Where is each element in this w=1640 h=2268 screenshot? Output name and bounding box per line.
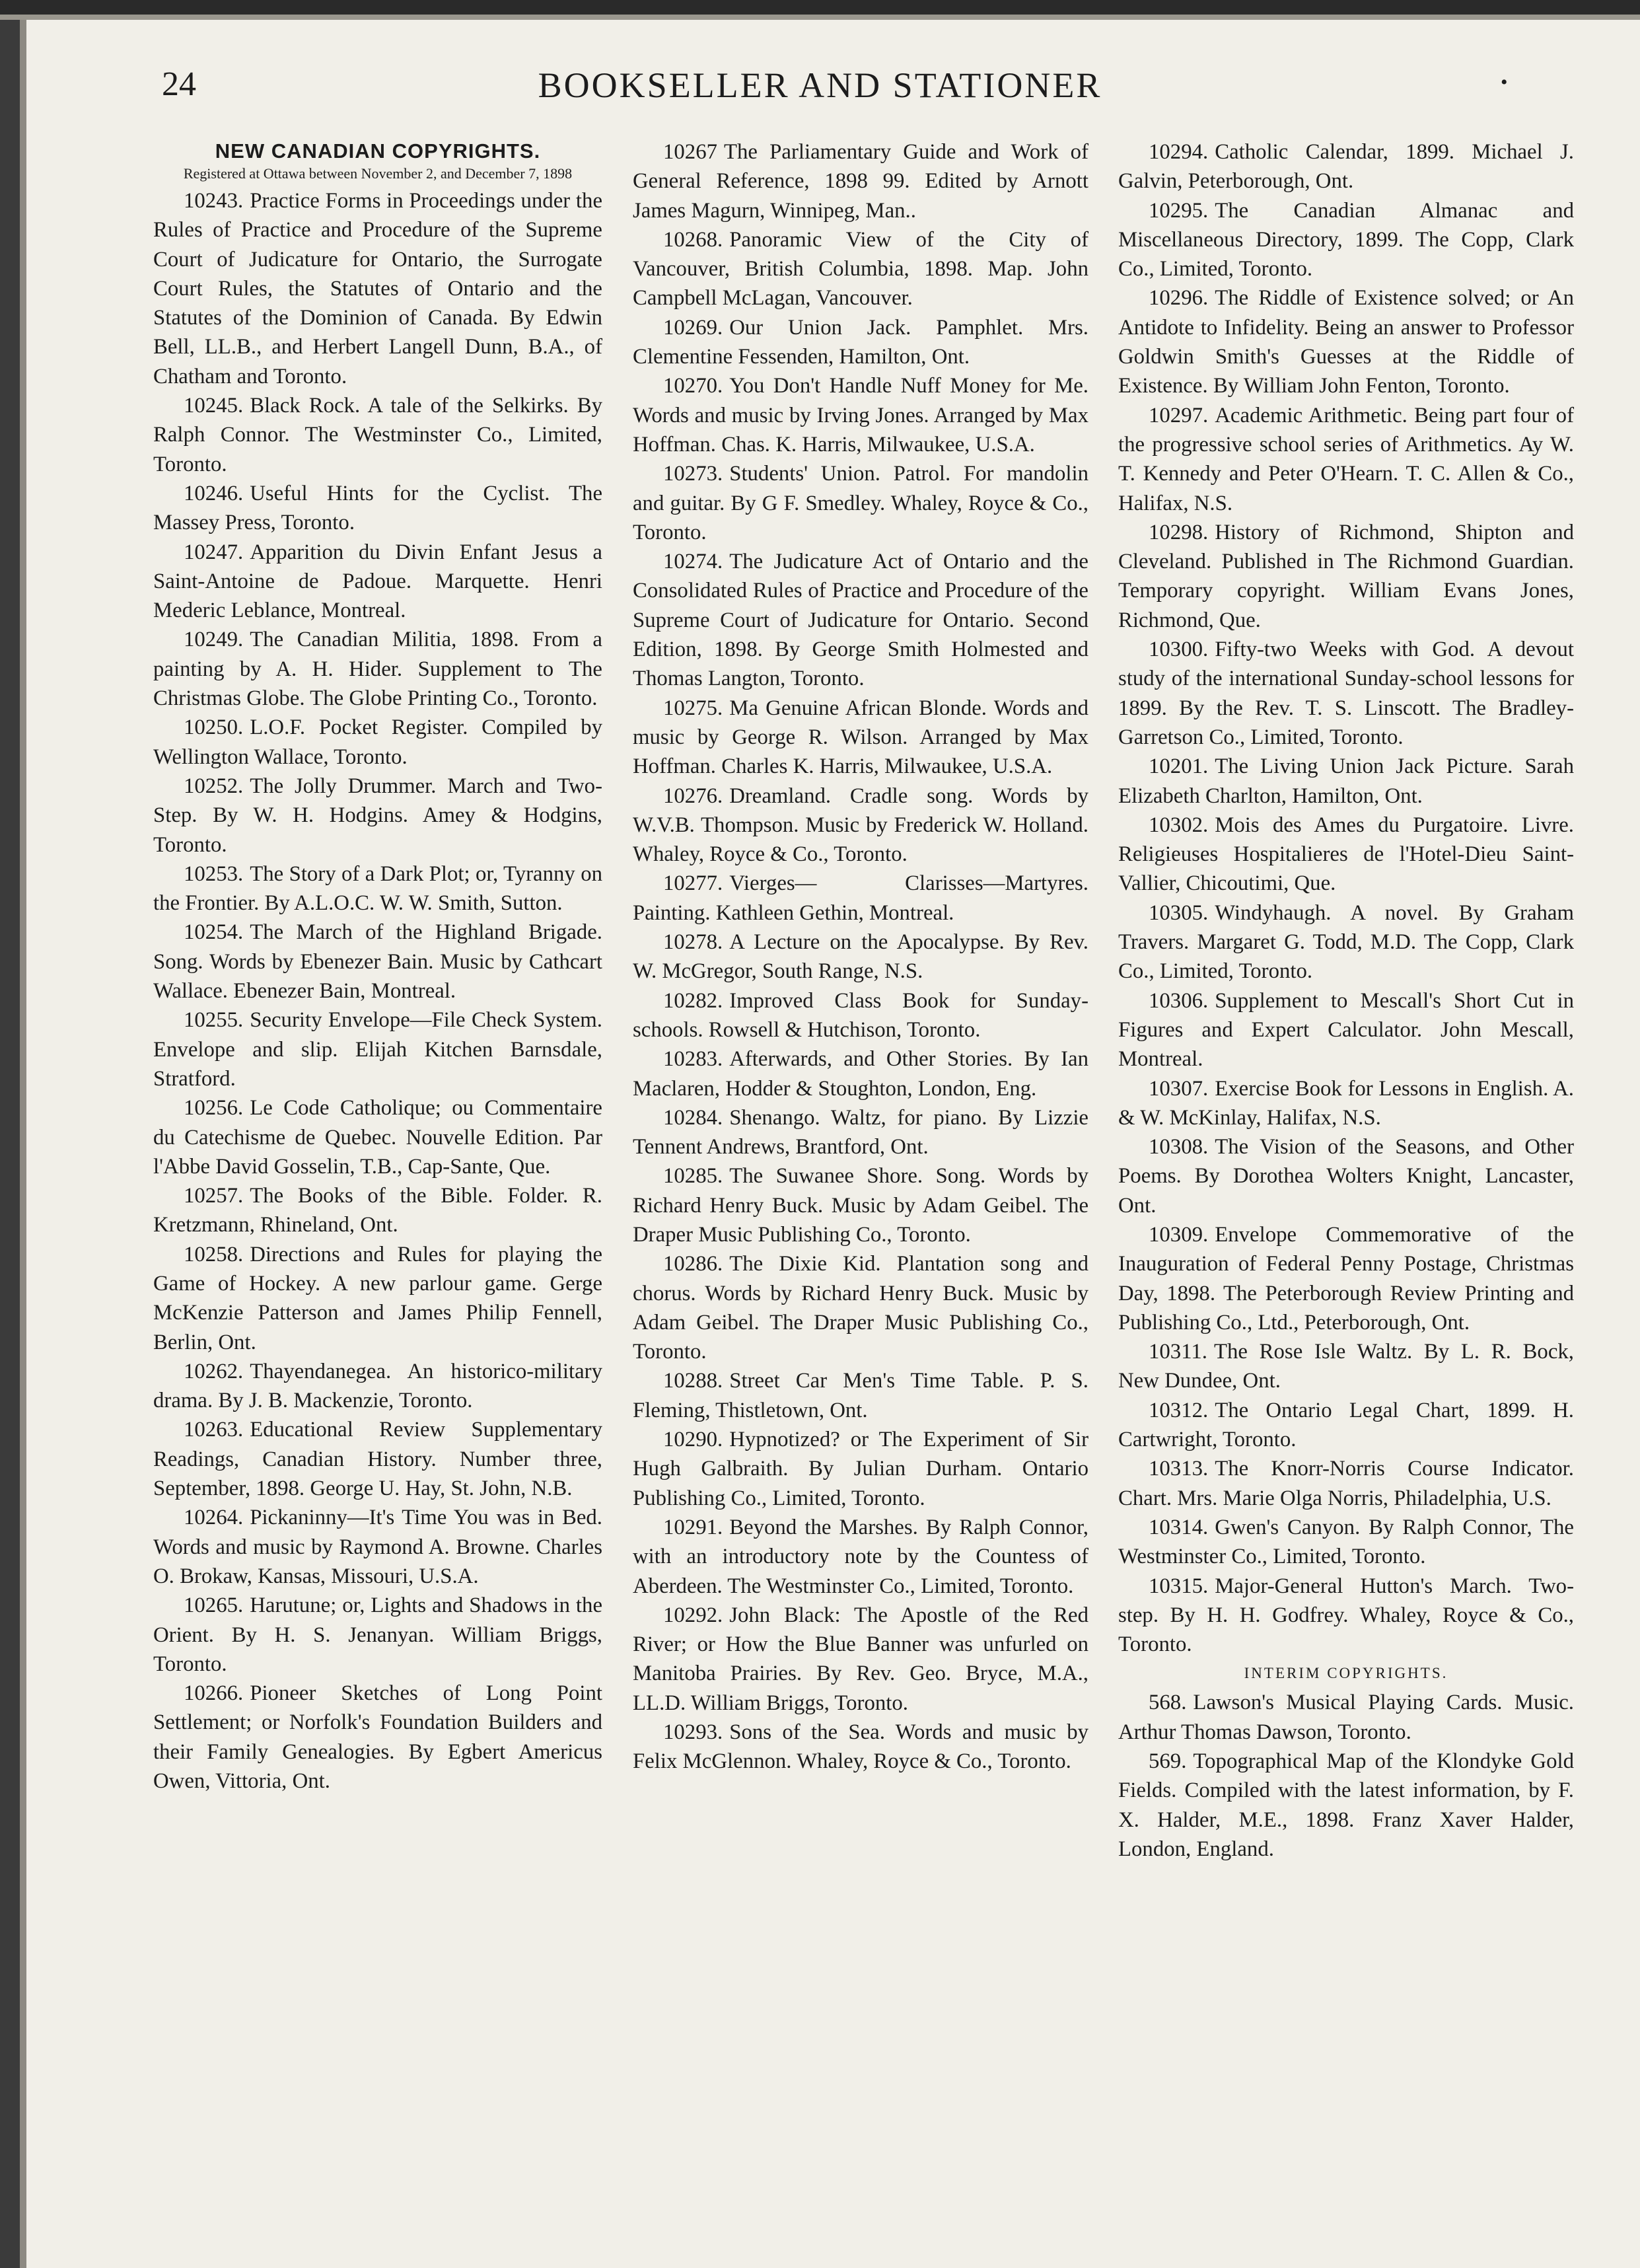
copyright-entry bbox=[1118, 811, 1574, 898]
entry-text: Educational Review Supplementary Readings, Canadian History. Number three, September, 1898. George U. Hay, St. John, N.B. bbox=[153, 1418, 602, 1501]
copyright-entry bbox=[1118, 137, 1574, 196]
entry-number: 10313. bbox=[1149, 1457, 1209, 1481]
entry-number: 10295. bbox=[1149, 198, 1209, 223]
entry-text: You Don't Handle Nuff Money for Me. Words and music by Irving Jones. Arranged by Max Hoffman. Chas. K. Harris, Milwaukee, U.S.A. bbox=[633, 374, 1088, 457]
entry-number: 10290. bbox=[663, 1428, 723, 1452]
entry-text: The Dixie Kid. Plantation song and chorus. Words by Richard Henry Buck. Music by Adam Geibel. The Draper Music Publishing Co., Toronto. bbox=[633, 1252, 1088, 1364]
entry-text: Topographical Map of the Klondyke Gold Fields. Compiled with the latest information, by F. X. Halder, M.E., 1898. Franz Xaver Halder, London, England. bbox=[1118, 1749, 1574, 1861]
copyright-entry bbox=[153, 1240, 602, 1357]
entry-number: 10277. bbox=[663, 871, 723, 896]
entry-number: 569. bbox=[1149, 1749, 1187, 1774]
entry-text: The Jolly Drummer. March and Two-Step. By W. H. Hodgins. Amey & Hodgins, Toronto. bbox=[153, 774, 602, 857]
entry-number: 10296. bbox=[1149, 286, 1209, 311]
entry-text: Windyhaugh. A novel. By Graham Travers. Margaret G. Todd, M.D. The Copp, Clark Co., Limited, Toronto. bbox=[1118, 900, 1574, 984]
entry-number: 10257. bbox=[184, 1184, 244, 1208]
entry-number: 10307. bbox=[1149, 1076, 1209, 1101]
copyright-entry bbox=[1118, 1220, 1574, 1337]
copyright-entry bbox=[1118, 1132, 1574, 1220]
entry-text: Hypnotized? or The Experiment of Sir Hugh Galbraith. By Julian Durham. Ontario Publishing Co., Limited, Toronto. bbox=[633, 1428, 1088, 1510]
copyright-entry bbox=[153, 186, 602, 391]
entry-text: Students' Union. Patrol. For mandolin and guitar. By G F. Smedley. Whaley, Royce & Co., Toronto. bbox=[633, 462, 1088, 544]
entry-text: History of Richmond, Shipton and Cleveland. Published in The Richmond Guardian. Temporary copyright. William Evans Jones, Richmond, Que. bbox=[1118, 520, 1574, 632]
entry-text: Our Union Jack. Pamphlet. Mrs. Clementine Fessenden, Hamilton, Ont. bbox=[633, 315, 1088, 369]
entry-text: Harutune; or, Lights and Shadows in the Orient. By H. S. Jenanyan. William Briggs, Toronto. bbox=[153, 1593, 602, 1676]
entry-number: 10275. bbox=[663, 696, 723, 720]
entry-text: Afterwards, and Other Stories. By Ian Maclaren, Hodder & Stoughton, London, Eng. bbox=[633, 1047, 1088, 1101]
copyright-entry bbox=[153, 772, 602, 860]
entry-number: 10278. bbox=[663, 930, 723, 955]
entry-number: 10268. bbox=[663, 227, 723, 252]
entry-text: Envelope Commemorative of the Inauguration of Federal Penny Postage, Christmas Day, 1898. The Peterborough Review Printing and Publishing Co., Ltd., Peterborough, Ont. bbox=[1118, 1222, 1574, 1335]
entry-text: Dreamland. Cradle song. Words by W.V.B. Thompson. Music by Frederick W. Holland. Whaley, Royce & Co., Toronto. bbox=[633, 784, 1088, 867]
entry-number: 10276. bbox=[663, 784, 723, 808]
entry-text: The Canadian Almanac and Miscellaneous Directory, 1899. The Copp, Clark Co., Limited, Toronto. bbox=[1118, 198, 1574, 281]
entry-text: The Ontario Legal Chart, 1899. H. Cartwright, Toronto. bbox=[1118, 1398, 1574, 1452]
entry-number: 10273. bbox=[663, 462, 723, 486]
top-border-scan bbox=[0, 0, 1640, 15]
entry-text: Practice Forms in Proceedings under the Rules of Practice and Procedure of the Supreme Court of Judicature for Ontario, the Surrogate Court Rules, the Statutes of Ontario and the Statutes of the Dominion of Canada. By Edwin Bell, LL.B., and Herbert Langell Dunn, B.A., of Chatham and Toronto. bbox=[153, 189, 602, 388]
copyright-entry bbox=[633, 782, 1088, 869]
entry-number: 10269. bbox=[663, 315, 723, 340]
copyright-entry bbox=[1118, 635, 1574, 752]
entry-text: John Black: The Apostle of the Red River; or How the Blue Banner was unfurled on Manitoba Prairies. By Rev. Geo. Bryce, M.A., LL.D. William Briggs, Toronto. bbox=[633, 1603, 1088, 1715]
entry-number: 10253. bbox=[184, 861, 244, 886]
copyright-entry bbox=[153, 713, 602, 772]
entry-number: 10312. bbox=[1149, 1398, 1209, 1422]
copyright-entry bbox=[1118, 752, 1574, 811]
copyright-entry bbox=[633, 1601, 1088, 1718]
entry-text: Gwen's Canyon. By Ralph Connor, The Westminster Co., Limited, Toronto. bbox=[1118, 1515, 1574, 1569]
entry-text: Security Envelope—File Check System. Envelope and slip. Elijah Kitchen Barnsdale, Stratford. bbox=[153, 1008, 602, 1091]
copyright-entry bbox=[1118, 1074, 1574, 1133]
copyright-entry bbox=[633, 313, 1088, 372]
entry-number: 10294. bbox=[1149, 140, 1209, 164]
entry-number: 10282. bbox=[663, 988, 723, 1013]
copyright-entry bbox=[153, 1093, 602, 1181]
entry-text: Vierges— Clarisses—Martyres. Painting. Kathleen Gethin, Montreal. bbox=[633, 871, 1088, 925]
copyright-entry bbox=[1118, 283, 1574, 400]
entry-text: Improved Class Book for Sunday-schools. Rowsell & Hutchison, Toronto. bbox=[633, 988, 1088, 1042]
copyright-entry bbox=[153, 1357, 602, 1416]
copyright-entry bbox=[1118, 1337, 1574, 1396]
entry-number: 10286. bbox=[663, 1252, 723, 1276]
copyright-entry bbox=[633, 1103, 1088, 1162]
entry-text: Ma Genuine African Blonde. Words and music by George R. Wilson. Arranged by Max Hoffman. Charles K. Harris, Milwaukee, U.S.A. bbox=[633, 696, 1088, 779]
top-border-shadow bbox=[0, 15, 1640, 20]
copyright-entry bbox=[633, 459, 1088, 547]
entry-number: 10314. bbox=[1149, 1515, 1209, 1539]
copyright-entry bbox=[1118, 196, 1574, 284]
copyright-entry bbox=[633, 547, 1088, 693]
entry-text: Mois des Ames du Purgatoire. Livre. Religieuses Hospitalieres de l'Hotel-Dieu Saint-Vallier, Chicoutimi, Que. bbox=[1118, 813, 1574, 896]
entry-number: 10249. bbox=[184, 628, 244, 652]
entry-text: Lawson's Musical Playing Cards. Music. Arthur Thomas Dawson, Toronto. bbox=[1118, 1691, 1574, 1744]
entry-number: 10264. bbox=[184, 1506, 244, 1530]
entry-text: Shenango. Waltz, for piano. By Lizzie Tennent Andrews, Brantford, Ont. bbox=[633, 1105, 1088, 1159]
copyright-entry bbox=[633, 869, 1088, 928]
entry-number: 10305. bbox=[1149, 900, 1209, 925]
entry-text: The Rose Isle Waltz. By L. R. Bock, New Dundee, Ont. bbox=[1118, 1340, 1574, 1393]
entry-number: 10265. bbox=[184, 1593, 244, 1618]
copyright-entry bbox=[153, 860, 602, 918]
entry-number: 10288. bbox=[663, 1369, 723, 1393]
entry-number: 10302. bbox=[1149, 813, 1209, 837]
copyright-entry bbox=[633, 928, 1088, 986]
entry-number: 10297. bbox=[1149, 403, 1209, 427]
entry-number: 10283. bbox=[663, 1047, 723, 1072]
entry-number: 10256. bbox=[184, 1096, 244, 1120]
entry-text: Major-General Hutton's March. Two-step. By H. H. Godfrey. Whaley, Royce & Co., Toronto. bbox=[1118, 1574, 1574, 1657]
copyright-entry bbox=[633, 694, 1088, 782]
entry-text: Useful Hints for the Cyclist. The Massey Press, Toronto. bbox=[153, 481, 602, 535]
entry-number: 10270. bbox=[663, 374, 723, 398]
copyright-entry bbox=[633, 1044, 1088, 1103]
entry-text: The Parliamentary Guide and Work of General Reference, 1898 99. Edited by Arnott James Magurn, Winnipeg, Man.. bbox=[633, 140, 1088, 223]
entry-number: 10262. bbox=[184, 1359, 244, 1383]
copyright-entry bbox=[153, 479, 602, 538]
entry-text: The Riddle of Existence solved; or An Antidote to Infidelity. Being an answer to Professor Goldwin Smith's Guesses at the Riddle of Existence. By William John Fenton, Toronto. bbox=[1118, 286, 1574, 398]
entry-text: The Suwanee Shore. Song. Words by Richard Henry Buck. Music by Adam Geibel. The Draper Music Publishing Co., Toronto. bbox=[633, 1164, 1088, 1247]
entry-text: The Canadian Militia, 1898. From a painting by A. H. Hider. Supplement to The Christmas Globe. The Globe Printing Co., Toronto. bbox=[153, 628, 602, 711]
entry-number: 10298. bbox=[1149, 520, 1209, 544]
entry-text: Panoramic View of the City of Vancouver, British Columbia, 1898. Map. John Campbell McLagan, Vancouver. bbox=[633, 227, 1088, 311]
copyright-entry bbox=[153, 1591, 602, 1679]
entry-number: 10308. bbox=[1149, 1135, 1209, 1159]
copyright-entry bbox=[153, 1415, 602, 1503]
entry-text: L.O.F. Pocket Register. Compiled by Wellington Wallace, Toronto. bbox=[153, 715, 602, 769]
print-mark: • bbox=[1501, 71, 1508, 93]
entry-text: The Knorr-Norris Course Indicator. Chart. Mrs. Marie Olga Norris, Philadelphia, U.S. bbox=[1118, 1457, 1574, 1510]
copyright-entry bbox=[633, 225, 1088, 313]
page-number: 24 bbox=[162, 65, 196, 103]
copyright-entry bbox=[633, 1249, 1088, 1366]
entry-text: Sons of the Sea. Words and music by Felix McGlennon. Whaley, Royce & Co., Toronto. bbox=[633, 1720, 1088, 1774]
copyright-entry bbox=[633, 1513, 1088, 1601]
copyright-entry bbox=[633, 137, 1088, 225]
entry-number: 10201. bbox=[1149, 754, 1209, 779]
entry-text: Beyond the Marshes. By Ralph Connor, with an introductory note by the Countess of Aberdeen. The Westminster Co., Limited, Toronto. bbox=[633, 1515, 1088, 1598]
copyright-entry bbox=[633, 1718, 1088, 1776]
left-binding-edge bbox=[0, 20, 20, 2268]
copyright-entry bbox=[1118, 518, 1574, 635]
entry-text: The Books of the Bible. Folder. R. Kretzmann, Rhineland, Ont. bbox=[153, 1184, 602, 1237]
copyright-entry bbox=[153, 918, 602, 1006]
entry-text: Street Car Men's Time Table. P. S. Fleming, Thistletown, Ont. bbox=[633, 1369, 1088, 1422]
copyright-entry bbox=[1118, 1747, 1574, 1864]
entry-number: 10285. bbox=[663, 1164, 723, 1189]
copyright-entry bbox=[633, 371, 1088, 459]
entry-text: Thayendanegea. An historico-military drama. By J. B. Mackenzie, Toronto. bbox=[153, 1359, 602, 1413]
entry-number: 10266. bbox=[184, 1681, 244, 1706]
entry-number: 10311. bbox=[1149, 1340, 1207, 1364]
entry-number: 10263. bbox=[184, 1418, 244, 1442]
entry-text: Academic Arithmetic. Being part four of the progressive school series of Arithmetics. Ay W. T. Kennedy and Peter O'Hearn. T. C. Allen & Co., Halifax, N.S. bbox=[1118, 403, 1574, 515]
copyright-entry bbox=[153, 538, 602, 626]
copyright-entry bbox=[153, 1181, 602, 1240]
entry-text: Supplement to Mescall's Short Cut in Figures and Expert Calculator. John Mescall, Montreal. bbox=[1118, 988, 1574, 1072]
copyright-entry bbox=[1118, 401, 1574, 518]
entry-text: The Judicature Act of Ontario and the Consolidated Rules of Practice and Procedure of the Supreme Court of Judicature for Ontario. Second Edition, 1898. By George Smith Holmested and Thomas Langton, Toronto. bbox=[633, 550, 1088, 691]
entry-text: Exercise Book for Lessons in English. A. & W. McKinlay, Halifax, N.S. bbox=[1118, 1076, 1574, 1130]
entry-number: 10292. bbox=[663, 1603, 723, 1627]
entry-text: The Story of a Dark Plot; or, Tyranny on the Frontier. By A.L.O.C. W. W. Smith, Sutton. bbox=[153, 861, 602, 916]
copyright-entry bbox=[633, 986, 1088, 1045]
entry-text: Catholic Calendar, 1899. Michael J. Galvin, Peterborough, Ont. bbox=[1118, 140, 1574, 194]
entry-number: 10252. bbox=[184, 774, 244, 798]
entry-text: The Living Union Jack Picture. Sarah Elizabeth Charlton, Hamilton, Ont. bbox=[1118, 754, 1574, 808]
entry-text: Apparition du Divin Enfant Jesus a Saint-Antoine de Padoue. Marquette. Henri Mederic Leblance, Montreal. bbox=[153, 540, 602, 623]
copyright-entry bbox=[153, 625, 602, 713]
entry-number: 10254. bbox=[184, 920, 244, 945]
entry-number: 10255. bbox=[184, 1008, 244, 1033]
copyright-entry bbox=[1118, 986, 1574, 1074]
entry-number: 10245. bbox=[184, 394, 244, 418]
copyright-entry bbox=[1118, 1572, 1574, 1660]
entry-number: 10247. bbox=[184, 540, 244, 564]
section-title: NEW CANADIAN COPYRIGHTS. bbox=[215, 139, 541, 163]
column-3 bbox=[1118, 137, 1574, 1864]
copyright-entry bbox=[1118, 1454, 1574, 1513]
entry-text: Black Rock. A tale of the Selkirks. By Ralph Connor. The Westminster Co., Limited, Toronto. bbox=[153, 394, 602, 476]
left-binding-shadow bbox=[20, 20, 26, 2268]
entry-number: 10315. bbox=[1149, 1574, 1209, 1598]
section-subtitle: Registered at Ottawa between November 2, and December 7, 1898 bbox=[183, 165, 573, 182]
entry-number: 10306. bbox=[1149, 988, 1209, 1013]
entry-number: 10293. bbox=[663, 1720, 723, 1745]
copyright-entry bbox=[153, 1006, 602, 1093]
entry-number: 10300. bbox=[1149, 638, 1209, 662]
entry-text: A Lecture on the Apocalypse. By Rev. W. McGregor, South Range, N.S. bbox=[633, 930, 1088, 984]
entry-number: 10274. bbox=[663, 550, 723, 574]
copyright-entry bbox=[1118, 1688, 1574, 1747]
copyright-entry bbox=[633, 1366, 1088, 1425]
copyright-entry bbox=[153, 391, 602, 479]
copyright-entry bbox=[1118, 898, 1574, 986]
entry-text: The March of the Highland Brigade. Song. Words by Ebenezer Bain. Music by Cathcart Wallace. Ebenezer Bain, Montreal. bbox=[153, 920, 602, 1004]
copyright-entry bbox=[1118, 1396, 1574, 1455]
entry-text: The Vision of the Seasons, and Other Poems. By Dorothea Wolters Knight, Lancaster, Ont. bbox=[1118, 1135, 1574, 1218]
column-2 bbox=[633, 137, 1088, 1776]
entry-number: 10284. bbox=[663, 1105, 723, 1130]
entry-number: 10291. bbox=[663, 1515, 723, 1539]
copyright-entry bbox=[153, 1503, 602, 1591]
running-head: BOOKSELLER AND STATIONER bbox=[538, 65, 1102, 105]
interim-heading: INTERIM COPYRIGHTS. bbox=[1244, 1665, 1448, 1682]
column-1 bbox=[153, 137, 602, 1796]
entry-number: 10250. bbox=[184, 715, 244, 740]
entry-number: 568. bbox=[1149, 1691, 1187, 1715]
entry-number: 10267 bbox=[663, 140, 717, 164]
copyright-entry bbox=[153, 1679, 602, 1796]
entry-number: 10309. bbox=[1149, 1222, 1209, 1247]
copyright-entry bbox=[1118, 1513, 1574, 1572]
entry-text: Fifty-two Weeks with God. A devout study of the international Sunday-school lessons for 1899. By the Rev. T. S. Linscott. The Bradley-Garretson Co., Limited, Toronto. bbox=[1118, 638, 1574, 749]
entry-text: Le Code Catholique; ou Commentaire du Catechisme de Quebec. Nouvelle Edition. Par l'Abbe David Gosselin, T.B., Cap-Sante, Que. bbox=[153, 1096, 602, 1179]
entry-text: Pickaninny—It's Time You was in Bed. Words and music by Raymond A. Browne. Charles O. Brokaw, Kansas, Missouri, U.S.A. bbox=[153, 1506, 602, 1588]
copyright-entry bbox=[633, 1425, 1088, 1513]
copyright-entry bbox=[633, 1161, 1088, 1249]
entry-text: Pioneer Sketches of Long Point Settlement; or Norfolk's Foundation Builders and their Family Genealogies. By Egbert Americus Owen, Vittoria, Ont. bbox=[153, 1681, 602, 1794]
entry-text: Directions and Rules for playing the Game of Hockey. A new parlour game. Gerge McKenzie Patterson and James Philip Fennell, Berlin, Ont. bbox=[153, 1242, 602, 1354]
entry-number: 10243. bbox=[184, 189, 244, 213]
entry-number: 10258. bbox=[184, 1242, 244, 1266]
entry-number: 10246. bbox=[184, 481, 244, 505]
